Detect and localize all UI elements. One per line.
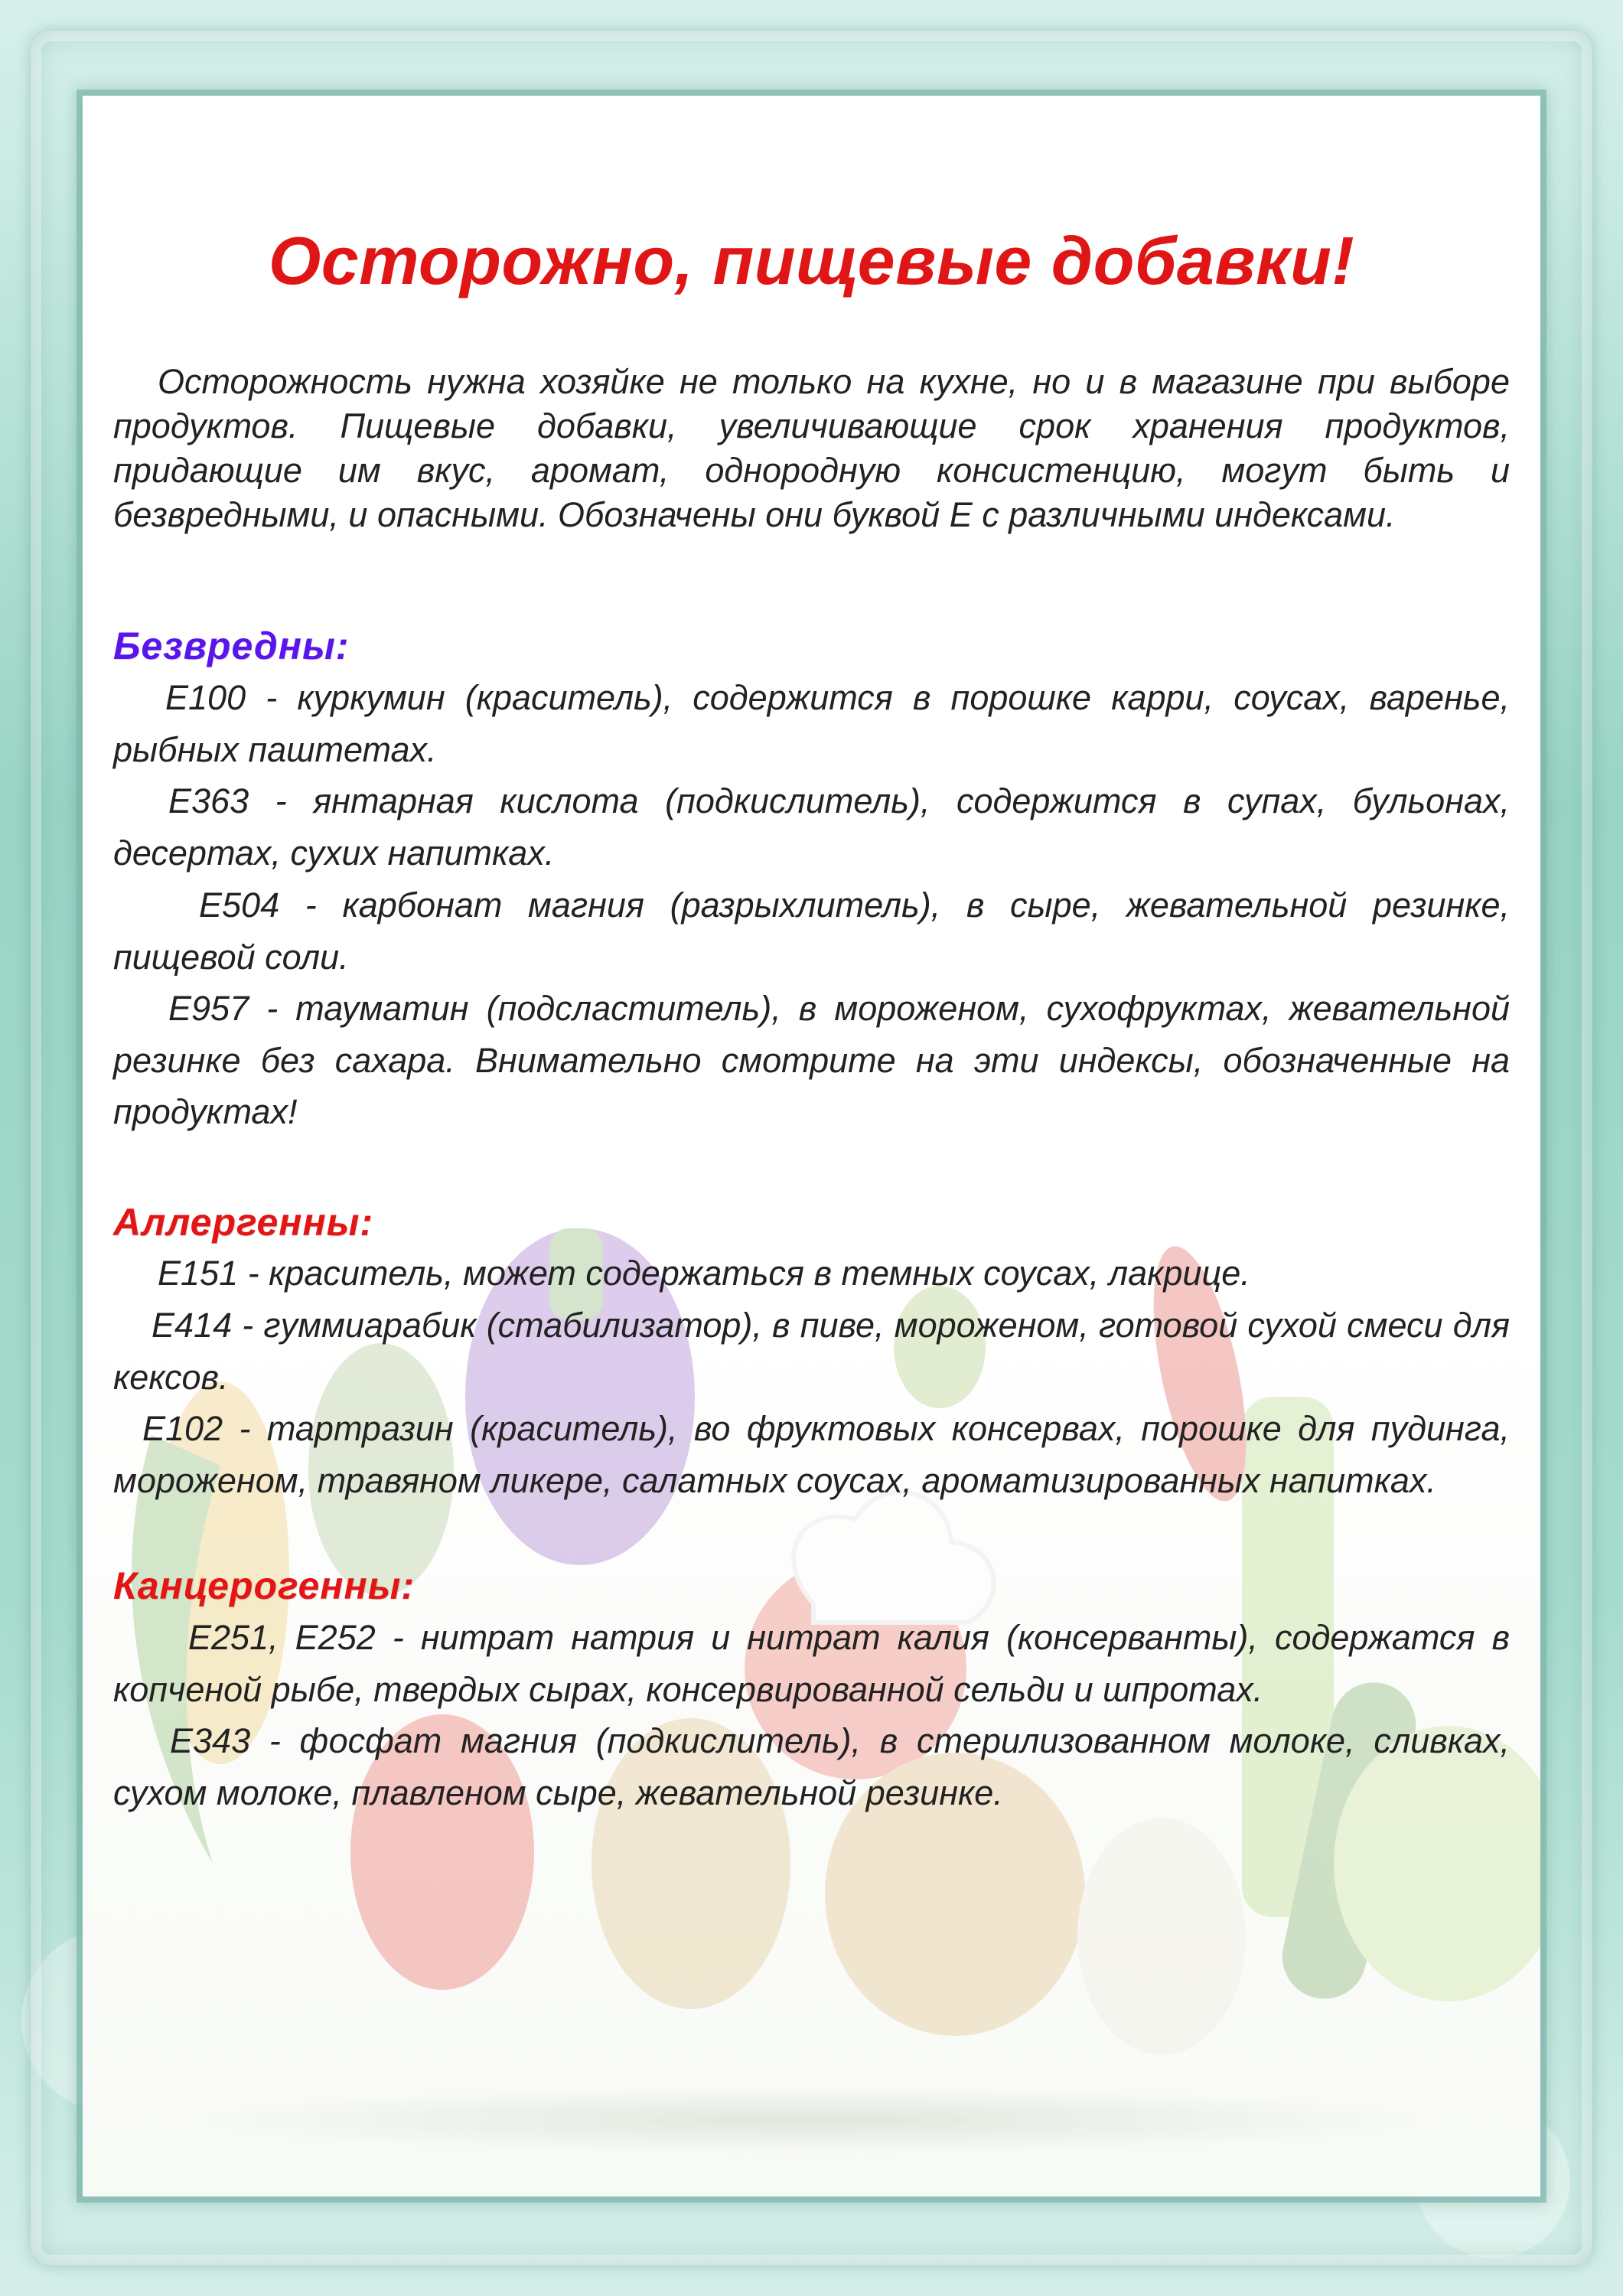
intro-paragraph: Осторожность нужна хозяйке не только на кухне, но и в магазине при выборе продуктов. Пищевые добавки, увеличивающие срок хранения продуктов, придающие им вкус, аромат, однородную консистенцию, могут быть и безвредными, и опасными. Обозначены они буквой Е с различными индексами. — [113, 362, 1510, 535]
section-title-carcinogenic: Канцерогенны: — [113, 1564, 416, 1607]
section-title-allergenic: Аллергенны: — [113, 1201, 374, 1244]
additive-item-e504: Е504 - карбонат магния (разрыхлитель), в сыре, жевательной резинке, пищевой соли. — [113, 885, 1510, 977]
additive-item-e100: Е100 - куркумин (краситель), содержится в порошке карри, соусах, варенье, рыбных паштетах. — [113, 678, 1510, 769]
page-title: Осторожно, пищевые добавки! — [268, 223, 1355, 298]
additive-item-e343: Е343 - фосфат магния (подкислитель), в стерилизованном молоке, сливках, сухом молоке, плавленом сыре, жевательной резинке. — [113, 1721, 1510, 1812]
additive-item-e957: Е957 - тауматин (подсластитель), в мороженом, сухофруктах, жевательной резинке без сахара. Внимательно смотрите на эти индексы, обозначенные на продуктах! — [113, 989, 1510, 1131]
additive-item-e414: Е414 - гуммиарабик (стабилизатор), в пиве, мороженом, готовой сухой смеси для кексов. — [113, 1306, 1510, 1397]
illustration-shadow — [174, 2086, 1445, 2154]
section-title-harmless: Безвредны: — [113, 625, 350, 667]
garlic-icon — [1077, 1818, 1246, 2055]
chef-hat-icon — [794, 1492, 993, 1623]
poster-sheet — [83, 96, 1540, 2197]
additive-item-e102: Е102 - тартразин (краситель), во фруктовых консервах, порошке для пудинга, мороженом, травяном ликере, салатных соусах, ароматизированных напитках. — [113, 1409, 1510, 1500]
additive-item-e363: Е363 - янтарная кислота (подкислитель), содержится в супах, бульонах, десертах, сухих напитках. — [113, 781, 1510, 872]
additive-item-e251-e252: Е251, Е252 - нитрат натрия и нитрат калия (консерванты), содержатся в копченой рыбе, твердых сырах, консервированной сельди и шпротах. — [113, 1618, 1510, 1709]
additive-item-e151: Е151 - краситель, может содержаться в темных соусах, лакрице. — [158, 1254, 1250, 1293]
